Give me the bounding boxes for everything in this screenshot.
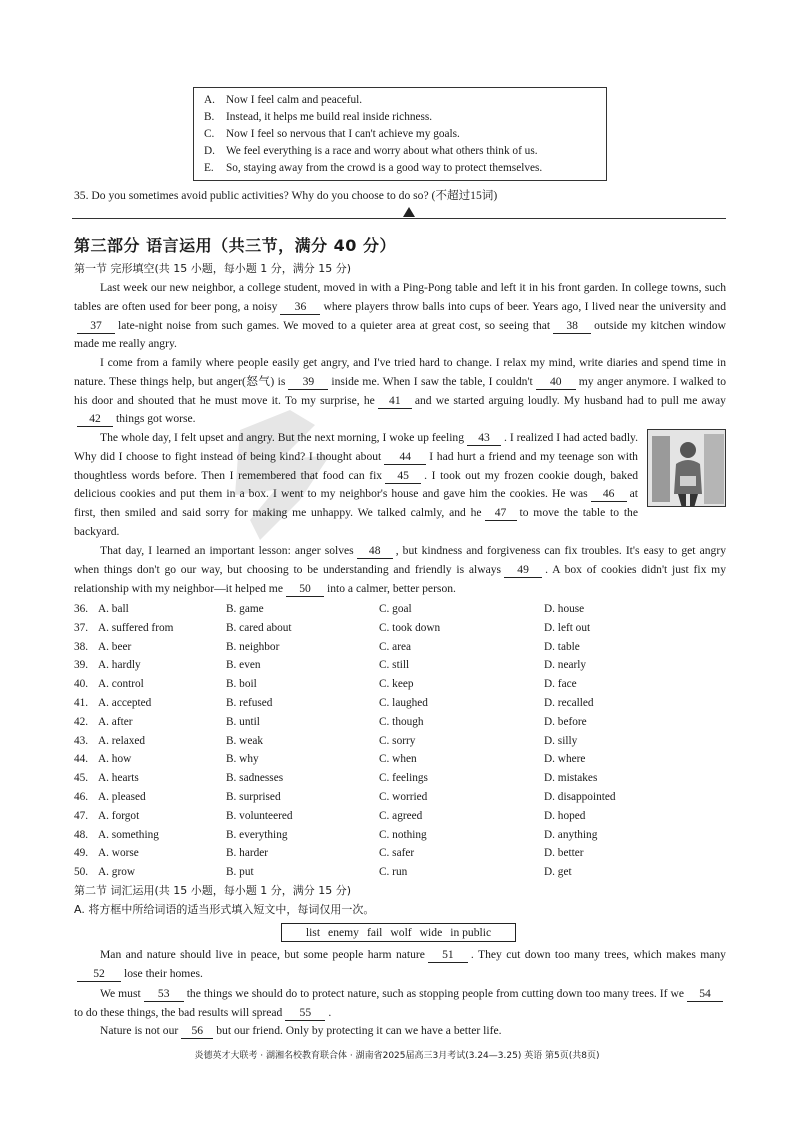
choice-number: 50. [74, 866, 89, 879]
choice-option-c: C. area [379, 640, 411, 653]
choice-row [74, 732, 726, 750]
choice-option-b: B. sadnesses [226, 772, 284, 785]
choice-option-d: D. silly [544, 734, 578, 747]
question-35: 35. Do you sometimes avoid public activities? Why do you choose to do so? (不超过15词) [74, 189, 498, 202]
choice-option-b: B. boil [226, 678, 257, 691]
choice-option-b: B. weak [226, 734, 264, 747]
choice-option-c: C. when [379, 753, 417, 766]
choice-option-d: D. mistakes [544, 772, 598, 785]
choice-number: 37. [74, 621, 89, 634]
choice-option-d: D. better [544, 847, 584, 860]
blank-37: 37 [77, 319, 115, 334]
choice-number: 42. [74, 715, 89, 728]
choice-option-a: A. accepted [98, 697, 152, 709]
choice-option-d: D. house [544, 603, 585, 615]
choice-option-a: A. hearts [98, 772, 139, 785]
choice-row [74, 638, 726, 656]
blank-48: 48 [357, 544, 393, 559]
choice-row [74, 675, 726, 693]
blank-53: 53 [144, 987, 184, 1002]
choice-row [74, 807, 726, 825]
option-row: D. We feel everything is a race and worry about what others think of us. [204, 145, 538, 157]
choice-option-d: D. disappointed [544, 791, 616, 803]
choice-option-a: A. beer [98, 640, 132, 653]
blank-45: 45 [385, 469, 421, 484]
blank-52: 52 [77, 967, 121, 982]
blank-44: 44 [384, 450, 426, 465]
choice-number: 47. [74, 809, 89, 822]
choice-option-a: A. forgot [98, 809, 140, 822]
choice-option-b: B. even [226, 659, 261, 672]
blank-46: 46 [591, 487, 627, 502]
choice-option-d: D. left out [544, 621, 591, 634]
choice-option-c: C. sorry [379, 734, 416, 747]
choice-option-d: D. hoped [544, 809, 586, 822]
blank-39: 39 [288, 375, 328, 390]
choice-row [74, 769, 726, 787]
page-footer: 炎德英才大联考 · 湖湘名校教育联合体 · 湖南省2025届高三3月考试(3.24—3.25) 英语 第5页(共8页) [194, 1051, 600, 1061]
cloze-paragraph-1: Last week our new neighbor, a college student, moved in with a Ping-Pong table and left it in his front garden. In college towns, such tables are often used for beer pong, a noisy 36 where players throw balls into cups of beer. Years ago, I lived near the university and37 late-night noise from such games. We moved to a quieter area at great cost, so seeing that 38 outside my kitchen window made me really angry. [74, 281, 726, 351]
choice-option-b: B. volunteered [226, 809, 293, 822]
word-item: wide [419, 926, 443, 939]
choice-row [74, 619, 726, 637]
word-item: wolf [390, 926, 412, 939]
choice-number: 44. [74, 753, 89, 766]
blank-41: 41 [378, 394, 412, 409]
cloze-paragraph-2: I come from a family where people easily get angry, and I've tried hard to change. I relax my mind, write diaries and spend time in nature. These things help, but anger(怒气) is 39 inside me. When I saw the table, I couldn't 40 my anger anymore. I walked to his door and shouted that he must move it. To my surprise, he 41 and we started arguing loudly. My husband had to pull me away42 things got worse. [74, 356, 726, 426]
option-row: B. Instead, it helps me build real inside richness. [204, 111, 433, 123]
choice-number: 45. [74, 772, 89, 785]
blank-42: 42 [77, 412, 113, 427]
section1-title: 第一节 完形填空(共 15 小题，每小题 1 分，满分 15 分) [74, 262, 352, 275]
blank-55: 55 [285, 1006, 325, 1021]
choice-option-d: D. table [544, 640, 580, 653]
choice-row [74, 600, 726, 618]
triangle-marker-icon [403, 207, 415, 217]
blank-56: 56 [181, 1024, 213, 1039]
cloze-paragraph-3: The whole day, I felt upset and angry. But the next morning, I woke up feeling 43 . I realized I had acted badly. Why did I choose to fight instead of being kind? I thought about 44 I had hurt a friend and my teenage son with thoughtless words before. Then I remembered that food can fix 45 . I took out my frozen cookie dough, baked delicious cookies and put them in a box. I went to my neighbor's house and gave him the cookies. He was 46 at first, then smiled and said sorry for making me unhappy. We talked calmly, and he 47 to move the table to the backyard. [74, 431, 639, 538]
choice-option-d: D. face [544, 678, 577, 691]
choice-option-c: C. nothing [379, 828, 427, 841]
choice-option-c: C. though [379, 715, 424, 728]
choice-row [74, 788, 726, 806]
choice-row [74, 656, 726, 674]
section2-instruction: A. 将方框中所给词语的适当形式填入短文中，每词仅用一次。 [74, 903, 375, 916]
illustration-image [647, 429, 726, 507]
section2-title: 第二节 词汇运用(共 15 小题，每小题 1 分，满分 15 分) [74, 884, 352, 897]
choice-option-b: B. why [226, 753, 259, 766]
choice-option-c: C. keep [379, 678, 414, 691]
cloze-paragraph-4: That day, I learned an important lesson: anger solves 48 , but kindness and forgiveness can fix troubles. It's easy to get angry when things don't go our way, but choosing to be understanding and friendly is always 49 . A box of cookies didn't just fix my relationship with my neighbor—it helped me 50 into a calmer, better person. [74, 544, 726, 595]
choice-number: 48. [74, 828, 89, 841]
choice-number: 40. [74, 678, 89, 691]
vocab-paragraph-2: We must 53 the things we should do to protect nature, such as stopping people from cutting down too many trees. If we 54to do these things, the bad results will spread 55 . [74, 985, 726, 1023]
choice-row [74, 694, 726, 712]
blank-38: 38 [553, 319, 591, 334]
blank-51: 51 [428, 948, 468, 963]
choice-row [74, 826, 726, 844]
choice-option-d: D. recalled [544, 697, 594, 709]
choice-option-c: C. worried [379, 791, 428, 803]
choice-option-a: A. something [98, 828, 159, 841]
blank-54: 54 [687, 987, 723, 1002]
vocab-paragraph-3: Nature is not our 56 but our friend. Only by protecting it can we have a better life. [100, 1024, 502, 1037]
blank-40: 40 [536, 375, 576, 390]
word-box [281, 923, 516, 942]
choice-option-c: C. goal [379, 603, 412, 615]
word-item: list [305, 926, 321, 939]
choice-number: 38. [74, 640, 89, 653]
choice-option-b: B. cared about [226, 621, 292, 634]
choice-option-c: C. took down [379, 621, 441, 634]
person-at-door-illustration [648, 430, 726, 507]
word-item: enemy [328, 926, 359, 939]
choice-option-a: A. after [98, 715, 133, 728]
choice-option-b: B. until [226, 715, 260, 728]
choice-number: 36. [74, 603, 89, 615]
choice-option-a: A. ball [98, 603, 129, 615]
blank-47: 47 [485, 506, 517, 521]
divider-line [72, 218, 726, 219]
choice-option-b: B. neighbor [226, 640, 280, 653]
choice-option-b: B. game [226, 603, 264, 615]
option-row: C. Now I feel so nervous that I can't achieve my goals. [204, 128, 460, 140]
blank-43: 43 [467, 431, 501, 446]
word-item: fail [366, 926, 383, 939]
choice-option-b: B. put [226, 866, 254, 879]
choice-option-a: A. suffered from [98, 621, 174, 634]
choice-option-d: D. get [544, 866, 572, 879]
choice-option-b: B. refused [226, 697, 273, 709]
choice-option-b: B. surprised [226, 791, 281, 803]
word-item: in public [450, 926, 492, 939]
choice-option-c: C. agreed [379, 809, 423, 822]
choice-option-c: C. run [379, 866, 408, 879]
blank-50: 50 [286, 582, 324, 597]
choice-option-a: A. relaxed [98, 734, 146, 747]
vocab-paragraph-1: Man and nature should live in peace, but some people harm nature 51 . They cut down too many trees, which makes many52 lose their homes. [74, 946, 726, 984]
choice-option-a: A. worse [98, 847, 139, 860]
choice-option-c: C. still [379, 659, 410, 672]
choice-number: 46. [74, 791, 89, 803]
options-box [193, 87, 607, 181]
choice-option-c: C. laughed [379, 697, 428, 709]
blank-49: 49 [504, 563, 542, 578]
choice-option-a: A. grow [98, 866, 136, 879]
part3-title: 第三部分 语言运用（共三节，满分 40 分） [74, 236, 396, 255]
blank-36: 36 [280, 300, 320, 315]
choice-row [74, 713, 726, 731]
choice-row [74, 863, 726, 881]
choice-option-c: C. feelings [379, 772, 428, 785]
choice-number: 39. [74, 659, 89, 672]
choice-number: 41. [74, 697, 89, 709]
choice-option-a: A. hardly [98, 659, 141, 672]
choice-number: 49. [74, 847, 89, 860]
choice-option-c: C. safer [379, 847, 415, 860]
choice-number: 43. [74, 734, 89, 747]
choice-option-d: D. nearly [544, 659, 587, 672]
choice-option-b: B. harder [226, 847, 269, 860]
choice-option-a: A. pleased [98, 791, 146, 803]
choice-option-d: D. anything [544, 828, 598, 841]
option-row: A. Now I feel calm and peaceful. [204, 94, 363, 106]
choice-option-a: A. control [98, 678, 144, 691]
option-row: E. So, staying away from the crowd is a good way to protect themselves. [204, 162, 543, 174]
choice-option-d: D. before [544, 715, 587, 728]
choice-row [74, 844, 726, 862]
choice-option-b: B. everything [226, 828, 288, 841]
choice-row [74, 750, 726, 768]
choice-option-d: D. where [544, 753, 586, 766]
choice-option-a: A. how [98, 753, 132, 766]
